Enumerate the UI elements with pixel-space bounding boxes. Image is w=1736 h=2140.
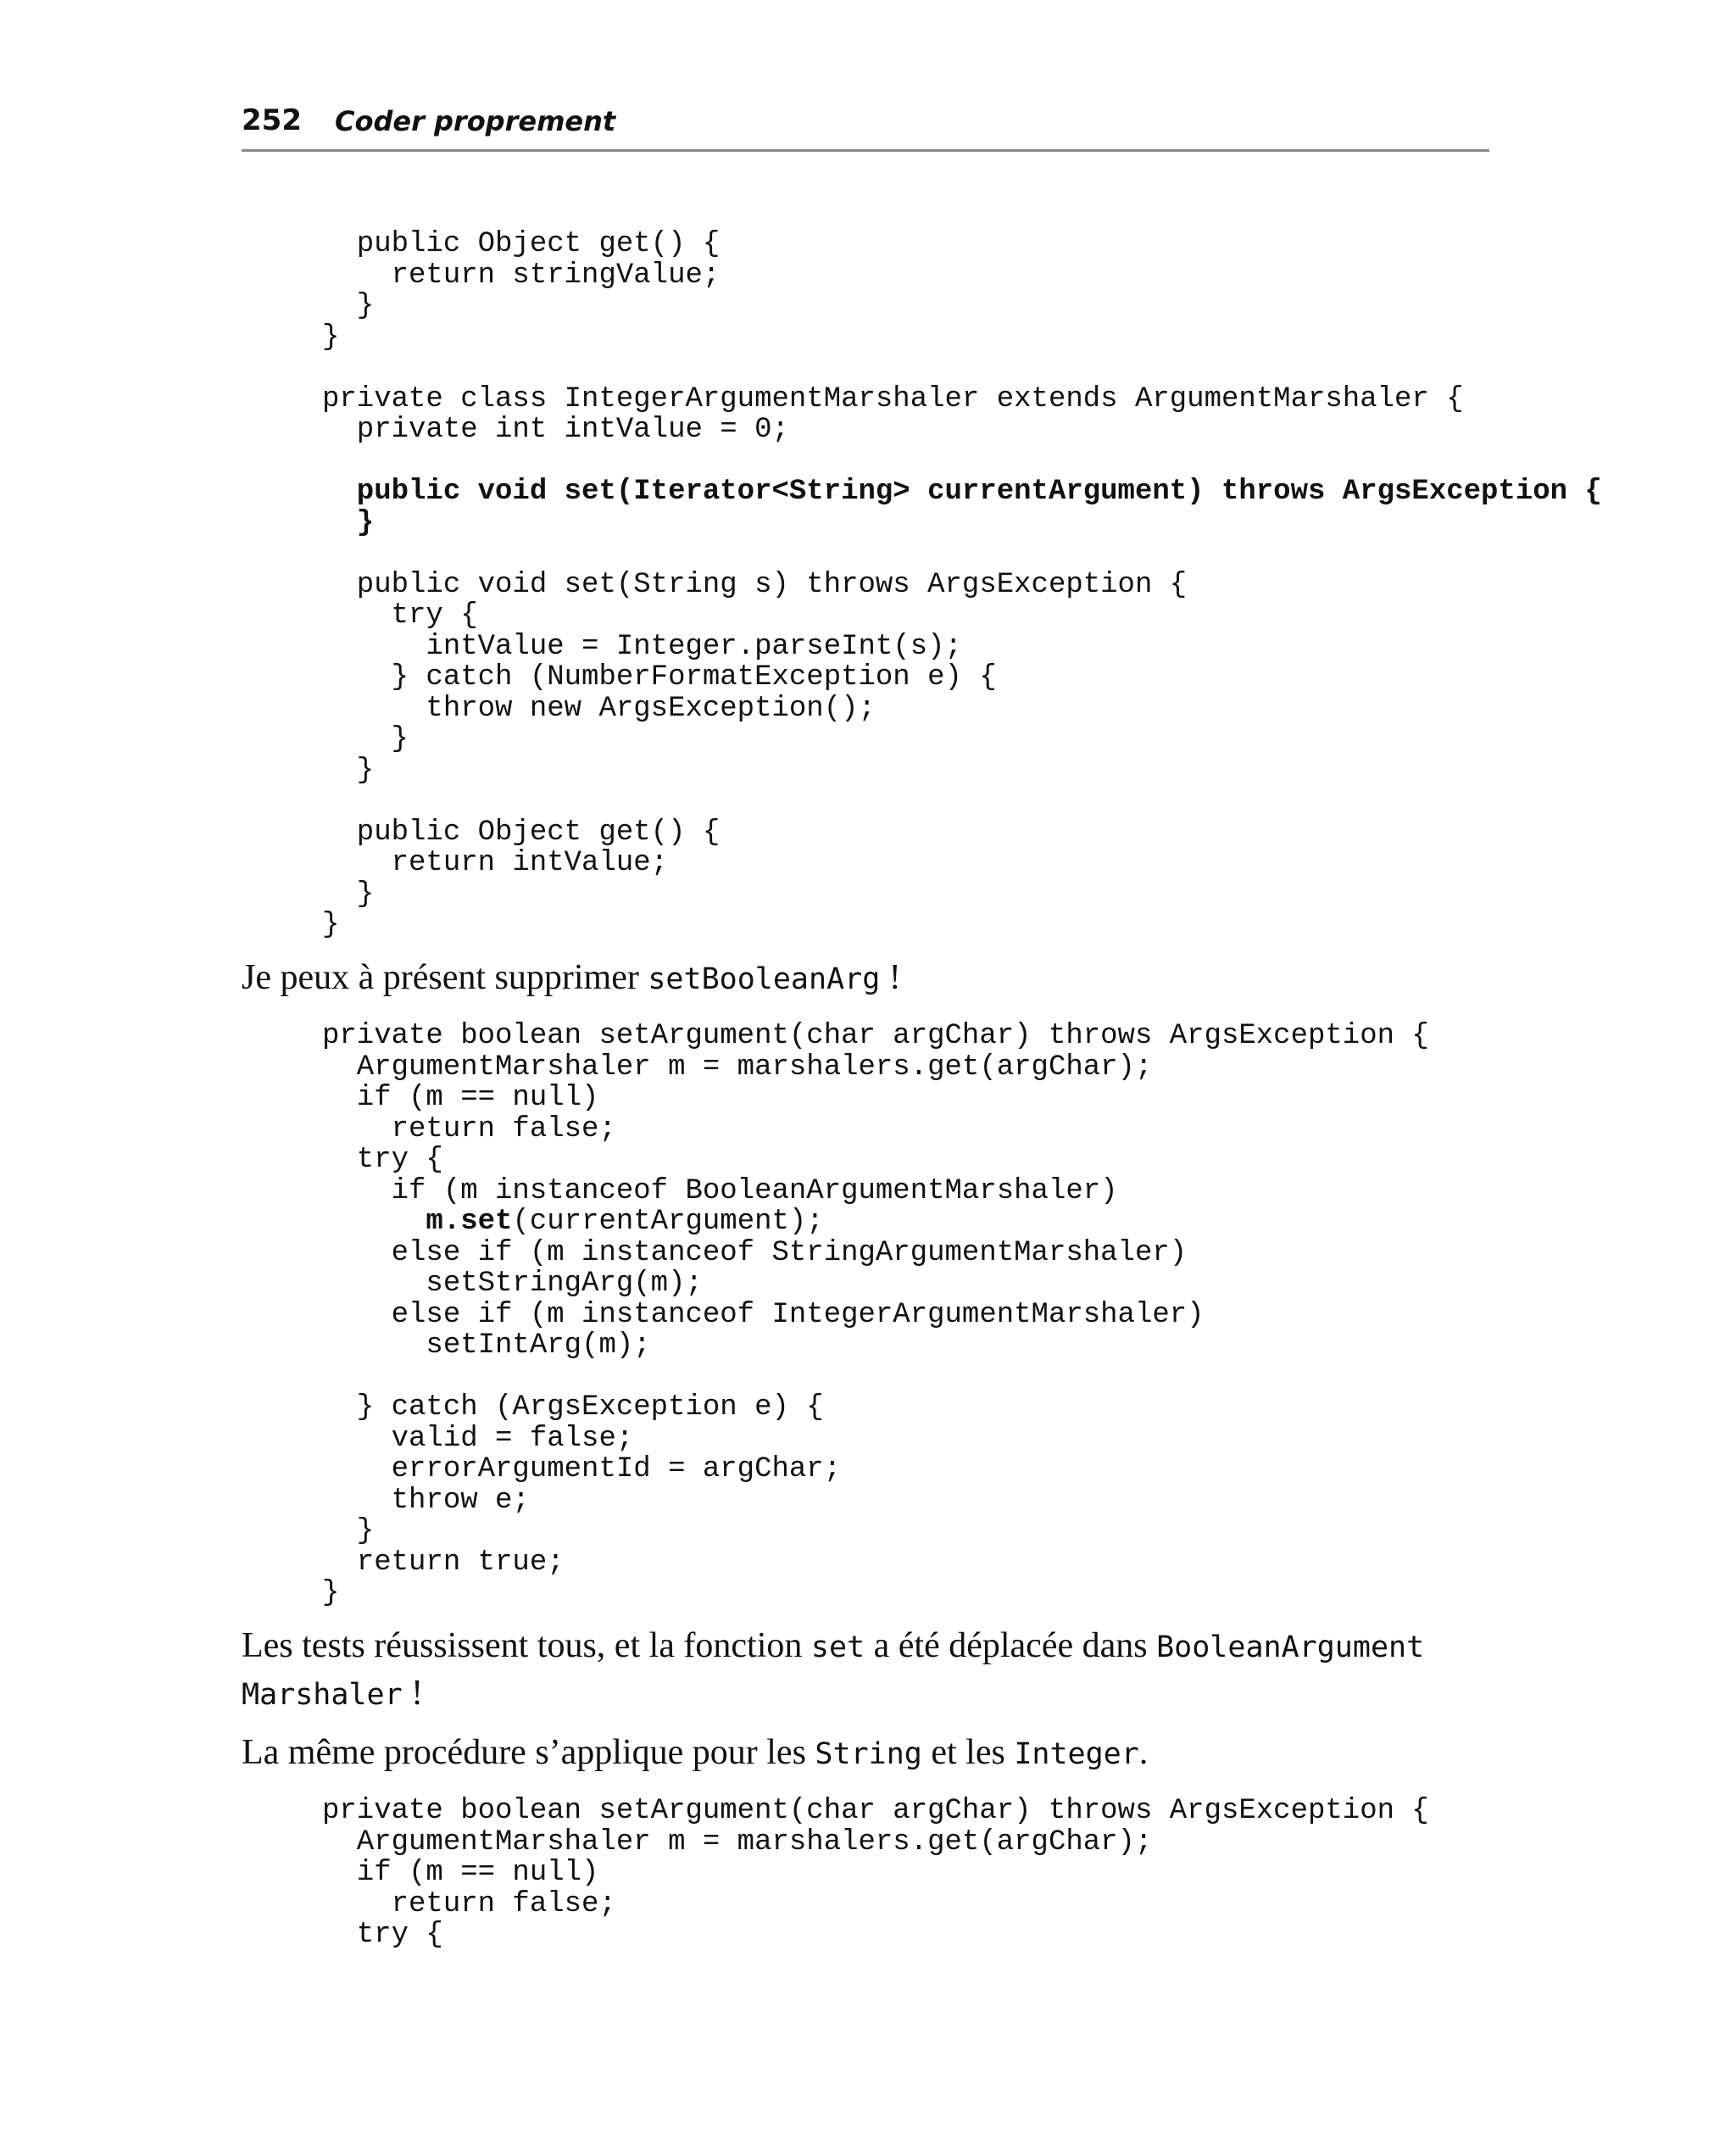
code-call-args: (currentArgument);: [512, 1206, 824, 1238]
code-line: else if (m instanceof IntegerArgumentMarshaler): [322, 1298, 1205, 1331]
code-block-1: [322, 229, 1602, 941]
code-line: throw new ArgsException();: [322, 692, 876, 725]
paragraph-text: a été déplacée dans: [865, 1626, 1157, 1665]
code-line: [322, 786, 1602, 817]
code-line: }: [322, 1515, 375, 1547]
code-line: return false;: [322, 1887, 616, 1920]
code-line: [322, 538, 1602, 570]
code-line-highlighted: }: [322, 506, 375, 539]
inline-code: setBooleanArg: [648, 962, 881, 996]
code-line: if (m instanceof BooleanArgumentMarshaler): [322, 1174, 1118, 1207]
inline-code: Integer: [1014, 1737, 1139, 1771]
body-paragraph: [242, 1730, 1489, 1777]
code-line: if (m == null): [322, 1857, 599, 1889]
code-line: else if (m instanceof StringArgumentMarshaler): [322, 1236, 1188, 1269]
page-number: 252: [242, 103, 302, 137]
code-line: return stringValue;: [322, 259, 721, 292]
code-line: errorArgumentId = argChar;: [322, 1453, 842, 1485]
inline-code: set: [810, 1630, 865, 1664]
inline-code: BooleanArgument Marshaler: [242, 1630, 1425, 1712]
code-line: }: [322, 290, 375, 322]
header-divider: [242, 149, 1489, 152]
code-line: private boolean setArgument(char argChar) throws ArgsException {: [322, 1020, 1429, 1052]
inline-code: String: [815, 1737, 922, 1771]
code-line: private int intValue = 0;: [322, 414, 789, 446]
paragraph-text: !: [880, 958, 901, 997]
code-line-highlighted: public void set(Iterator<String> currentArgument) throws ArgsException {: [322, 476, 1602, 508]
code-line: public Object get() {: [322, 228, 721, 260]
code-line: try {: [322, 599, 478, 632]
paragraph-text: !: [402, 1674, 424, 1713]
code-line: public Object get() {: [322, 816, 721, 849]
code-line: }: [322, 909, 340, 941]
code-indent: [322, 1206, 426, 1238]
code-line: return intValue;: [322, 847, 669, 879]
running-title: Coder proprement: [335, 105, 616, 137]
code-line: } catch (ArgsException e) {: [322, 1391, 824, 1424]
body-paragraph: [242, 955, 1489, 1002]
code-line: return true;: [322, 1546, 565, 1579]
code-block-3: [322, 1796, 1429, 1951]
code-line: }: [322, 878, 375, 911]
code-line: try {: [322, 1144, 443, 1176]
code-line: ArgumentMarshaler m = marshalers.get(argChar);: [322, 1825, 1153, 1859]
code-line: throw e;: [322, 1484, 530, 1517]
code-line: } catch (NumberFormatException e) {: [322, 661, 997, 694]
code-bold-call: m.set: [426, 1206, 513, 1238]
code-line: }: [322, 320, 340, 354]
paragraph-text: .: [1138, 1733, 1149, 1772]
paragraph-text: et les: [921, 1733, 1015, 1772]
page-header: [242, 100, 1489, 151]
code-line: [322, 446, 1602, 477]
code-line: private class IntegerArgumentMarshaler extends ArgumentMarshaler {: [322, 382, 1464, 415]
code-line: valid = false;: [322, 1422, 634, 1455]
paragraph-text: Je peux à présent supprimer: [242, 958, 648, 997]
code-line: }: [322, 723, 409, 755]
code-line: }: [322, 754, 375, 787]
code-line: public void set(String s) throws ArgsException {: [322, 568, 1188, 601]
code-line: ArgumentMarshaler m = marshalers.get(argChar);: [322, 1050, 1153, 1084]
code-line: setStringArg(m);: [322, 1268, 703, 1300]
body-paragraph: [242, 1623, 1489, 1718]
code-line: return false;: [322, 1112, 616, 1145]
code-line: setIntArg(m);: [322, 1329, 651, 1362]
paragraph-text: La même procédure s’applique pour les: [242, 1733, 815, 1772]
code-line: if (m == null): [322, 1082, 599, 1114]
paragraph-text: Les tests réussissent tous, et la fonction: [242, 1626, 811, 1665]
code-block-2: [322, 1021, 1429, 1609]
code-line: [322, 353, 1602, 384]
code-line: [322, 1362, 1429, 1393]
code-line: private boolean setArgument(char argChar) throws ArgsException {: [322, 1795, 1429, 1827]
code-line: intValue = Integer.parseInt(s);: [322, 630, 962, 663]
code-line-mixed: [322, 1207, 1429, 1238]
code-line: }: [322, 1577, 340, 1609]
code-line: try {: [322, 1919, 443, 1951]
